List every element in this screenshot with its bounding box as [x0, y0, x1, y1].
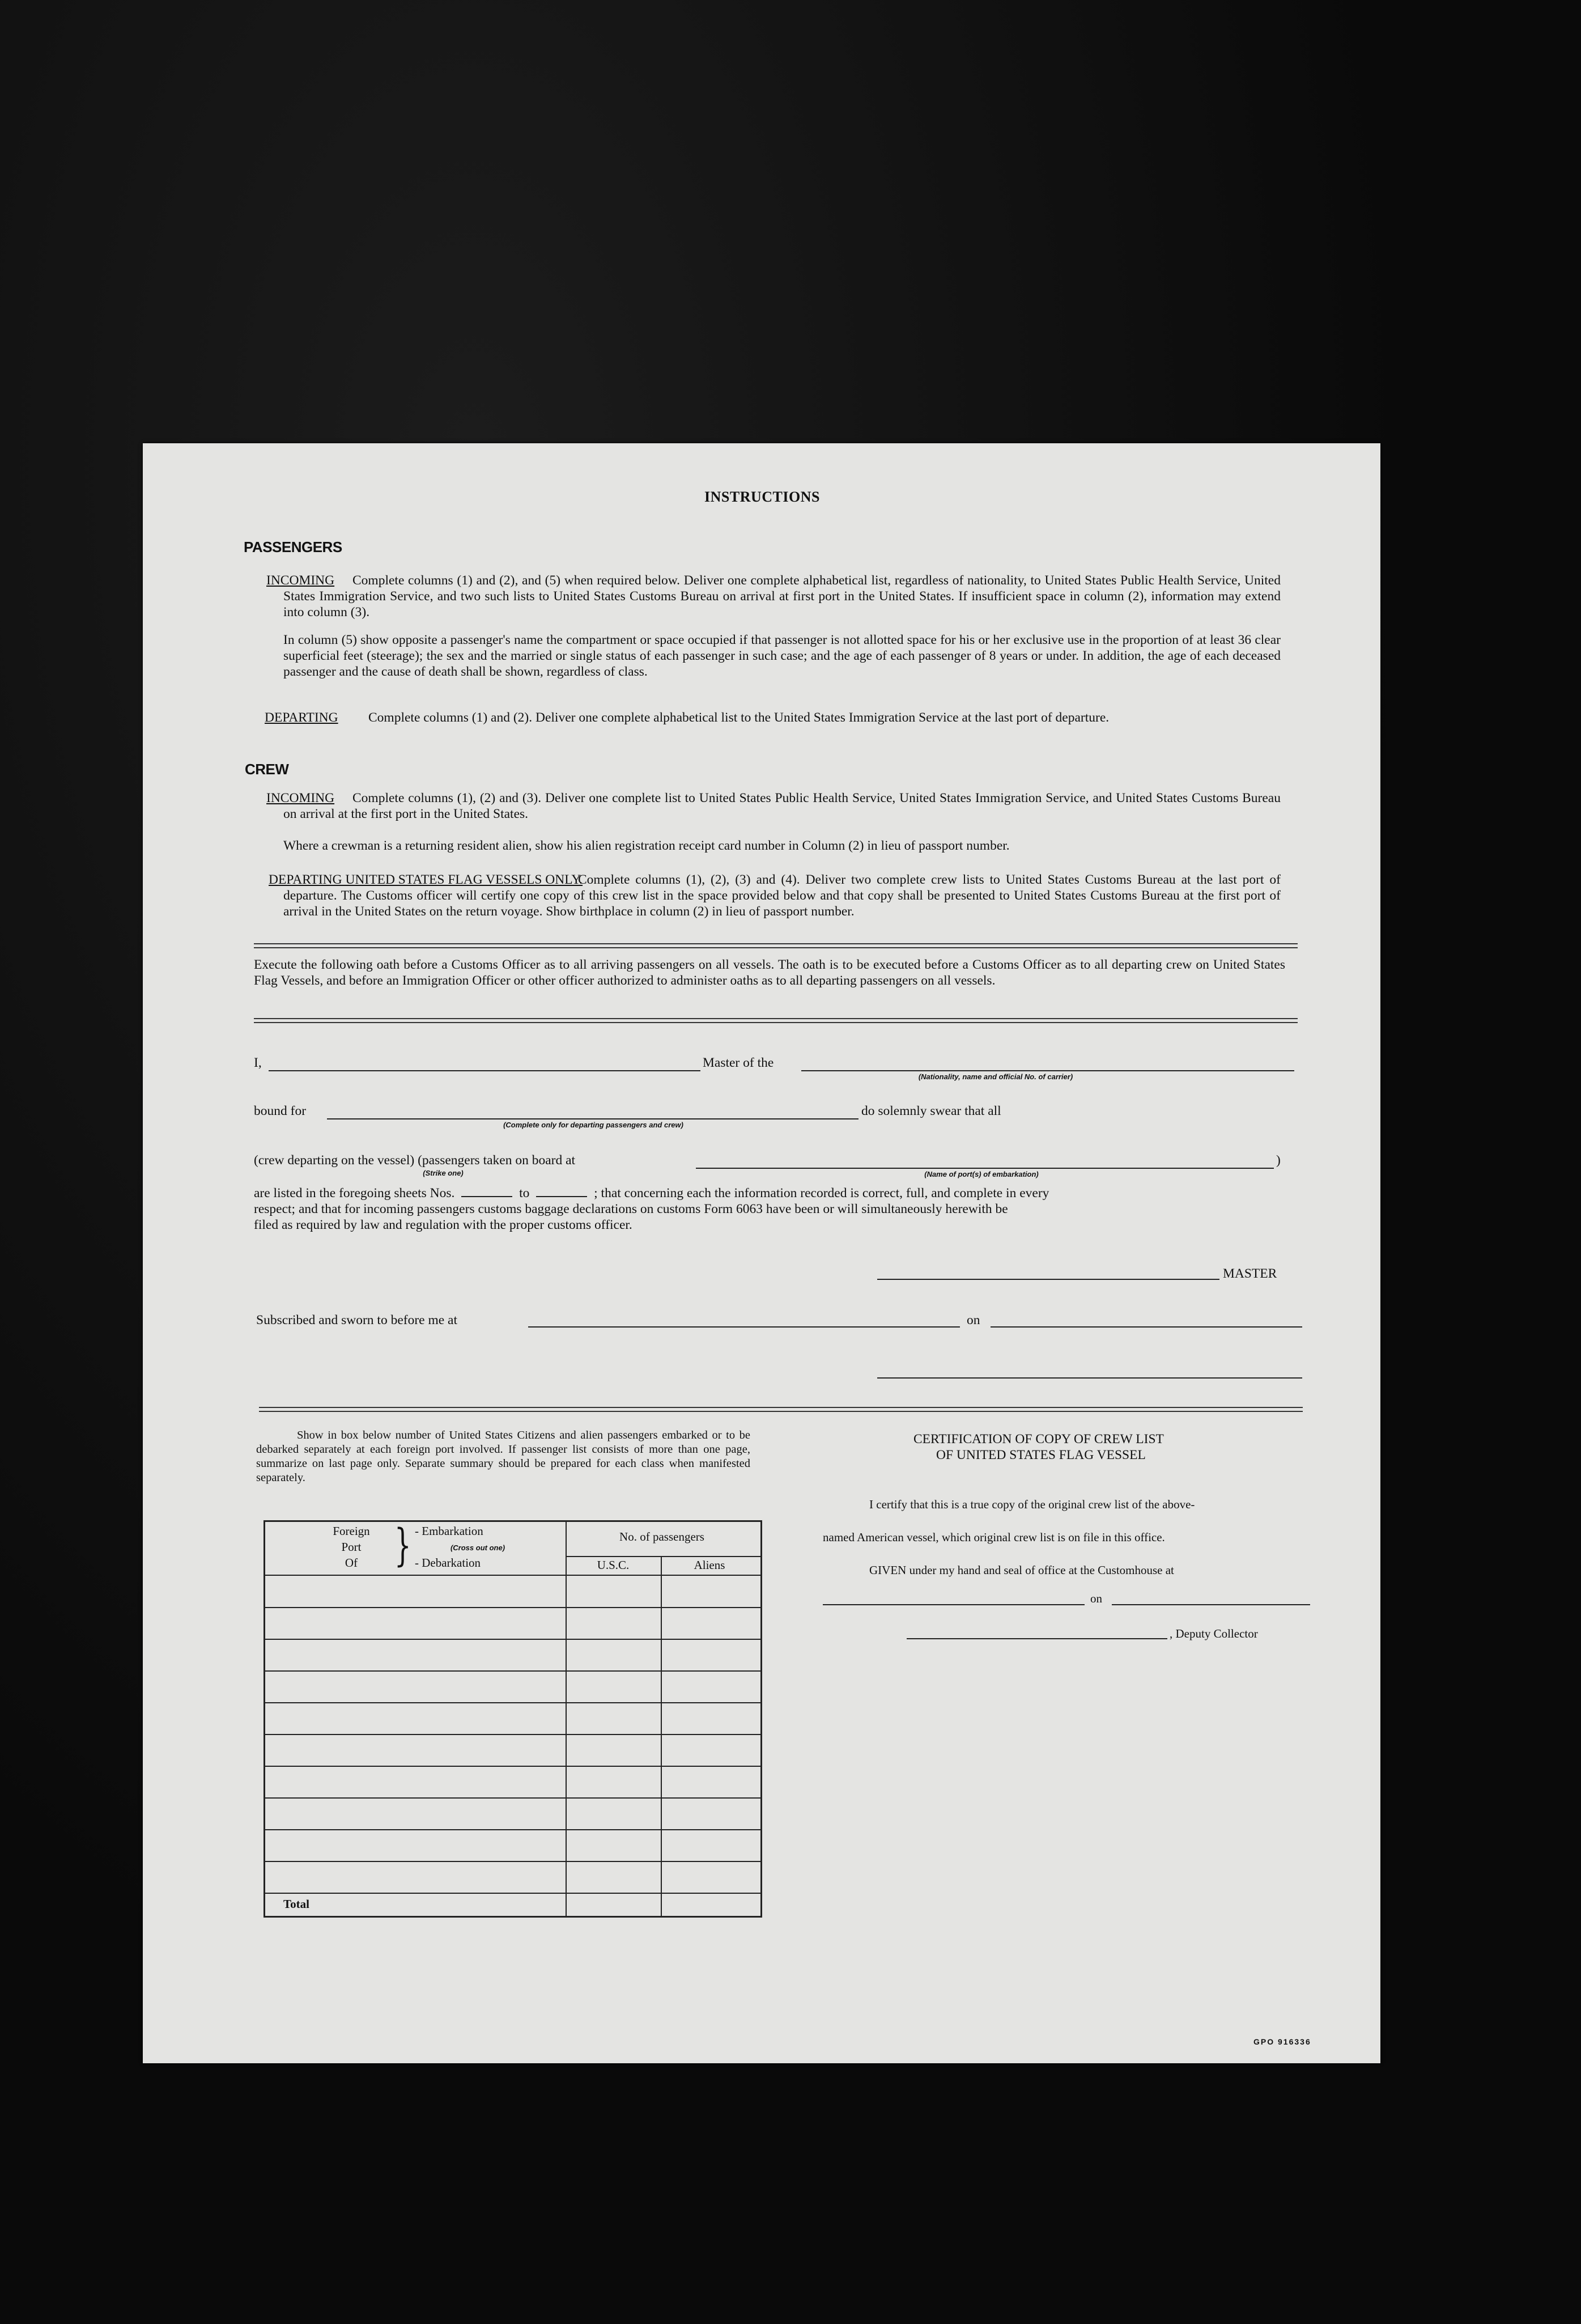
embarkation-port-line[interactable]	[696, 1168, 1274, 1169]
subscribed-label: Subscribed and sworn to before me at	[256, 1313, 458, 1328]
header-aliens: Aliens	[694, 1558, 725, 1572]
total-label: Total	[283, 1897, 309, 1911]
brace-icon: }	[394, 1520, 411, 1571]
passengers-incoming-label: INCOMING	[266, 573, 335, 588]
gpo-code: GPO 916336	[1253, 2037, 1311, 2046]
header-of: Of	[345, 1556, 358, 1570]
sworn-date-line[interactable]	[991, 1326, 1302, 1328]
deputy-collector-label: , Deputy Collector	[1170, 1627, 1258, 1640]
passengers-heading: PASSENGERS	[244, 538, 342, 555]
certification-title-1: CERTIFICATION OF COPY OF CREW LIST	[913, 1432, 1164, 1447]
certification-title-2: OF UNITED STATES FLAG VESSEL	[936, 1448, 1146, 1462]
sheets-prefix: are listed in the foregoing sheets Nos.	[254, 1186, 455, 1201]
header-port: Port	[341, 1540, 362, 1554]
certification-line-2: named American vessel, which original crew list is on file in this office.	[823, 1530, 1165, 1544]
deputy-signature-line[interactable]	[907, 1638, 1167, 1639]
form-page	[143, 443, 1380, 2063]
sheet-to-field[interactable]	[536, 1196, 587, 1197]
oath-i-label: I,	[254, 1055, 262, 1070]
sworn-on-label: on	[967, 1313, 980, 1328]
crew-incoming-label: INCOMING	[266, 791, 335, 805]
swear-label: do solemnly swear that all	[861, 1104, 1001, 1118]
passengers-departing-label: DEPARTING	[265, 710, 338, 725]
customhouse-line[interactable]	[823, 1604, 1085, 1605]
header-usc: U.S.C.	[597, 1558, 630, 1572]
divider-top	[254, 943, 1298, 948]
crew-heading: CREW	[245, 761, 289, 778]
master-of-label: Master of the	[703, 1055, 774, 1070]
bound-caption: (Complete only for departing passengers and crew)	[503, 1121, 683, 1129]
port-caption: (Name of port(s) of embarkation)	[924, 1170, 1039, 1178]
oath-intro: Execute the following oath before a Customs Officer as to all arriving passengers on all vessels. The oath is to be executed before a Customs Officer as to all departing crew on United States Flag Vessels, and before an Immigration Officer or other officer authorized to administer oaths as to all departing passengers on all vessels.	[254, 957, 1285, 988]
passengers-departing-text: Complete columns (1) and (2). Deliver one complete alphabetical list to the United States Immigration Service at the last port of departure.	[368, 710, 1110, 725]
header-foreign: Foreign	[333, 1524, 370, 1538]
header-debarkation: - Debarkation	[415, 1556, 481, 1570]
sheets-line-2: respect; and that for incoming passengers customs baggage declarations on customs Form 6063 have been or will simultaneously herewith be	[254, 1202, 1008, 1216]
sworn-place-line[interactable]	[528, 1326, 960, 1328]
passengers-incoming	[266, 572, 1281, 620]
passenger-summary-table	[264, 1520, 762, 1918]
certification-on-label: on	[1090, 1592, 1102, 1605]
crew-departing-label: DEPARTING UNITED STATES FLAG VESSELS ONLY.	[269, 872, 583, 887]
sheets-line-1	[254, 1186, 1291, 1201]
passengers-departing	[265, 710, 1281, 726]
page-title: INSTRUCTIONS	[704, 489, 820, 505]
header-embarkation: - Embarkation	[415, 1524, 483, 1538]
summary-instructions: Show in box below number of United States Citizens and alien passengers embarked or to be debarked separately at each foreign port involved. If passenger list consists of more than one page, summarize on last page only. Separate summary should be prepared for each class when manifested separately.	[256, 1429, 750, 1484]
certification-line-1: I certify that this is a true copy of the original crew list of the above-	[869, 1498, 1195, 1511]
nationality-caption: (Nationality, name and official No. of carrier)	[918, 1072, 1073, 1081]
bound-for-line[interactable]	[327, 1118, 858, 1119]
crew-departing-text: Complete columns (1), (2), (3) and (4). Deliver two complete crew lists to United States Customs Bureau at the last port of departure. The Customs officer will certify one copy of this crew list in the space provided below and that copy shall be presented to United States Customs Bureau at the first port of arrival in the United States on the return voyage. Show birthplace in column (2) in lieu of passport number.	[283, 872, 1281, 919]
passengers-column5: In column (5) show opposite a passenger's name the compartment or space occupied if that passenger is not allotted space for his or her exclusive use in the proportion of at least 36 clear superficial feet (steerage); the sex and the married or single status of each passenger in such case; and the age of each passenger of 8 years or under. In addition, the age of each deceased passenger and the cause of death shall be shown, regardless of class.	[283, 633, 1281, 679]
certification-date-line[interactable]	[1112, 1604, 1310, 1605]
vessel-line[interactable]	[801, 1070, 1294, 1071]
sheet-from-field[interactable]	[461, 1196, 512, 1197]
crew-incoming	[266, 790, 1281, 822]
master-signature-line[interactable]	[877, 1279, 1219, 1280]
sheets-suffix: ; that concerning each the information recorded is correct, full, and complete in every	[594, 1186, 1049, 1201]
passengers-incoming-text: Complete columns (1) and (2), and (5) when required below. Deliver one complete alphabetical list, regardless of nationality, to United States Public Health Service, United States Immigration Service, and two such lists to United States Customs Bureau on arrival at first port in the United States. If insufficient space in column (2), information may extend into column (3).	[283, 573, 1281, 620]
divider-oath	[254, 1018, 1298, 1023]
to-label: to	[519, 1186, 530, 1201]
certification-line-3: GIVEN under my hand and seal of office at the Customhouse at	[869, 1563, 1174, 1577]
sheets-line-3: filed as required by law and regulation with the proper customs officer.	[254, 1218, 632, 1232]
header-cross-out: (Cross out one)	[450, 1543, 505, 1552]
close-paren: )	[1276, 1153, 1281, 1168]
officer-signature-line[interactable]	[877, 1377, 1302, 1379]
crew-departing	[269, 872, 1281, 919]
crew-departing-label: (crew departing on the vessel) (passengers taken on board at	[254, 1153, 576, 1168]
strike-caption: (Strike one)	[423, 1169, 464, 1177]
bound-for-label: bound for	[254, 1104, 307, 1118]
header-no-of-passengers: No. of passengers	[619, 1530, 704, 1543]
master-name-line[interactable]	[269, 1070, 700, 1071]
crew-resident-note: Where a crewman is a returning resident alien, show his alien registration receipt card number in Column (2) in lieu of passport number.	[283, 838, 1010, 853]
crew-incoming-text: Complete columns (1), (2) and (3). Deliver one complete list to United States Public Health Service, United States Immigration Service, and United States Customs Bureau on arrival at the first port in the United States.	[283, 791, 1281, 821]
master-label: MASTER	[1223, 1266, 1277, 1281]
divider-bottom	[259, 1407, 1303, 1412]
